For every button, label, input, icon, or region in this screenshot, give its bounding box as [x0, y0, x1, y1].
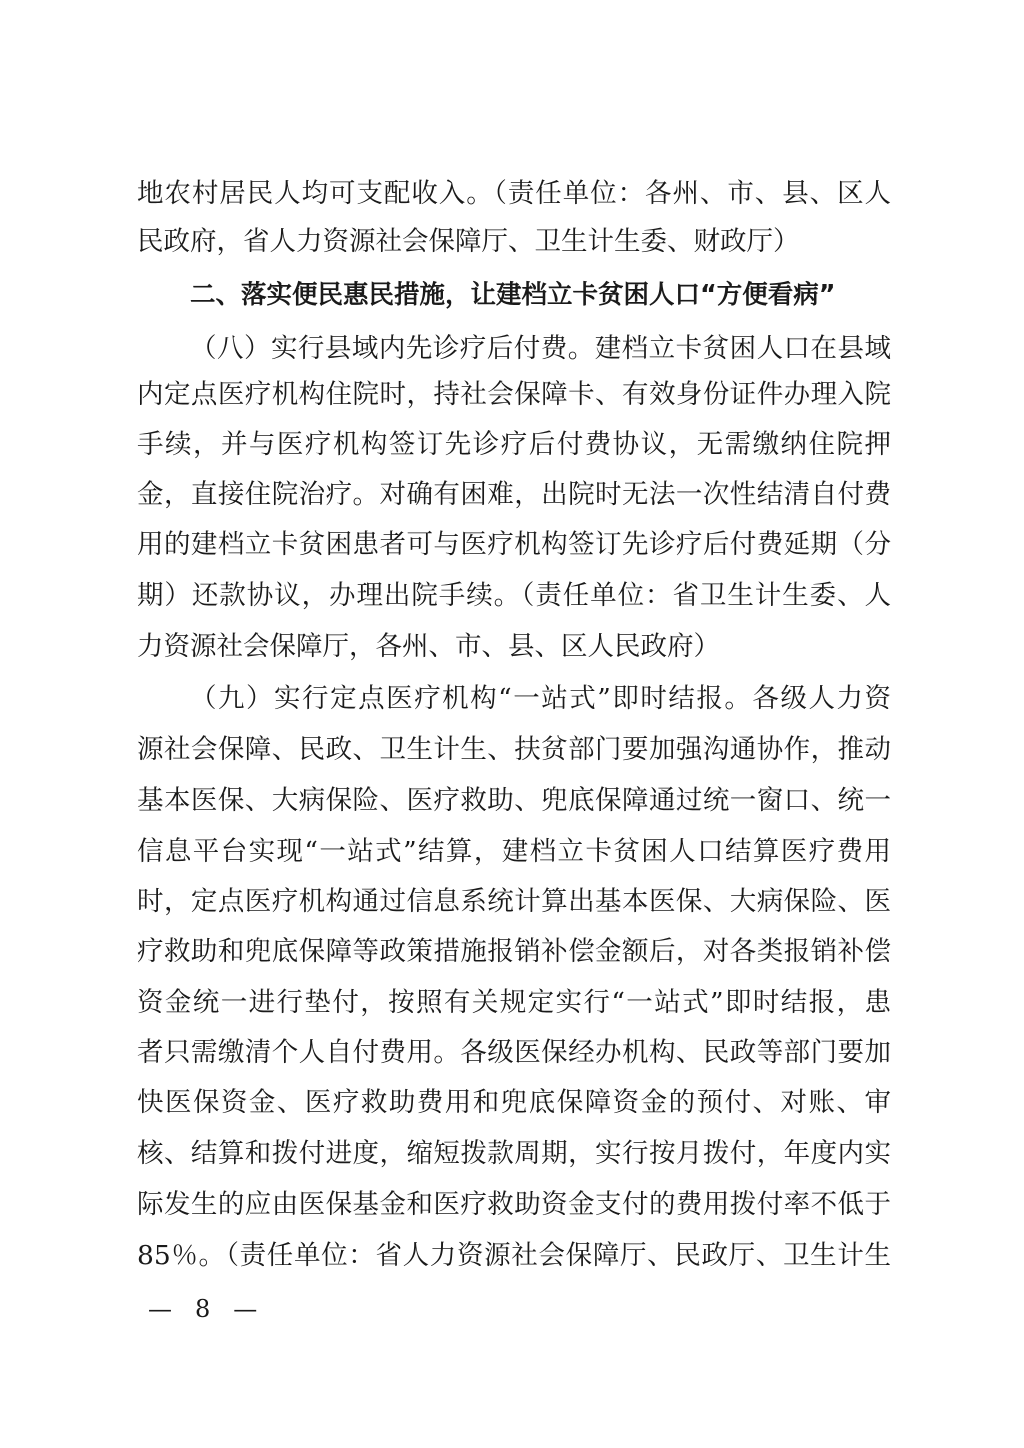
text-line: 内定点医疗机构住院时，持社会保障卡、有效身份证件办理入院 [137, 379, 891, 410]
text-line: 期）还款协议，办理出院手续。（责任单位：省卫生计生委、人 [137, 580, 891, 611]
text-line: 核、结算和拨付进度，缩短拨款周期，实行按月拨付，年度内实 [137, 1138, 891, 1169]
text-line: 85％。（责任单位：省人力资源社会保障厅、民政厅、卫生计生 [137, 1240, 891, 1271]
text-line: 源社会保障、民政、卫生计生、扶贫部门要加强沟通协作，推动 [137, 734, 891, 765]
text-line: 快医保资金、医疗救助费用和兜底保障资金的预付、对账、审 [137, 1087, 891, 1118]
text-line: 者只需缴清个人自付费用。各级医保经办机构、民政等部门要加 [137, 1037, 891, 1068]
text-line: 力资源社会保障厅，各州、市、县、区人民政府） [137, 631, 720, 662]
paragraph-first-line: （八）实行县域内先诊疗后付费。建档立卡贫困人口在县域 [190, 333, 891, 364]
text-line: 基本医保、大病保险、医疗救助、兜底保障通过统一窗口、统一 [137, 785, 891, 816]
text-line: 疗救助和兜底保障等政策措施报销补偿金额后，对各类报销补偿 [137, 936, 891, 967]
footer-dash-left: — [148, 1295, 172, 1323]
text-line: 资金统一进行垫付，按照有关规定实行“一站式”即时结报，患 [137, 987, 891, 1018]
page-number: 8 [195, 1295, 211, 1323]
text-line: 际发生的应由医保基金和医疗救助资金支付的费用拨付率不低于 [137, 1189, 891, 1220]
text-line: 时，定点医疗机构通过信息系统计算出基本医保、大病保险、医 [137, 886, 891, 917]
text-line: 用的建档立卡贫困患者可与医疗机构签订先诊疗后付费延期（分 [137, 529, 891, 560]
text-line: 地农村居民人均可支配收入。（责任单位：各州、市、县、区人 [137, 178, 891, 209]
text-line: 手续，并与医疗机构签订先诊疗后付费协议，无需缴纳住院押 [137, 429, 891, 460]
text-line: 金，直接住院治疗。对确有困难，出院时无法一次性结清自付费 [137, 479, 891, 510]
footer-dash-right: — [233, 1295, 258, 1323]
text-line: 信息平台实现“一站式”结算，建档立卡贫困人口结算医疗费用 [137, 836, 891, 867]
text-line: 民政府，省人力资源社会保障厅、卫生计生委、财政厅） [137, 226, 800, 257]
page-footer [145, 1289, 260, 1329]
paragraph-first-line: （九）实行定点医疗机构“一站式”即时结报。各级人力资 [190, 683, 891, 714]
section-heading: 二、落实便民惠民措施，让建档立卡贫困人口“方便看病” [190, 280, 836, 310]
